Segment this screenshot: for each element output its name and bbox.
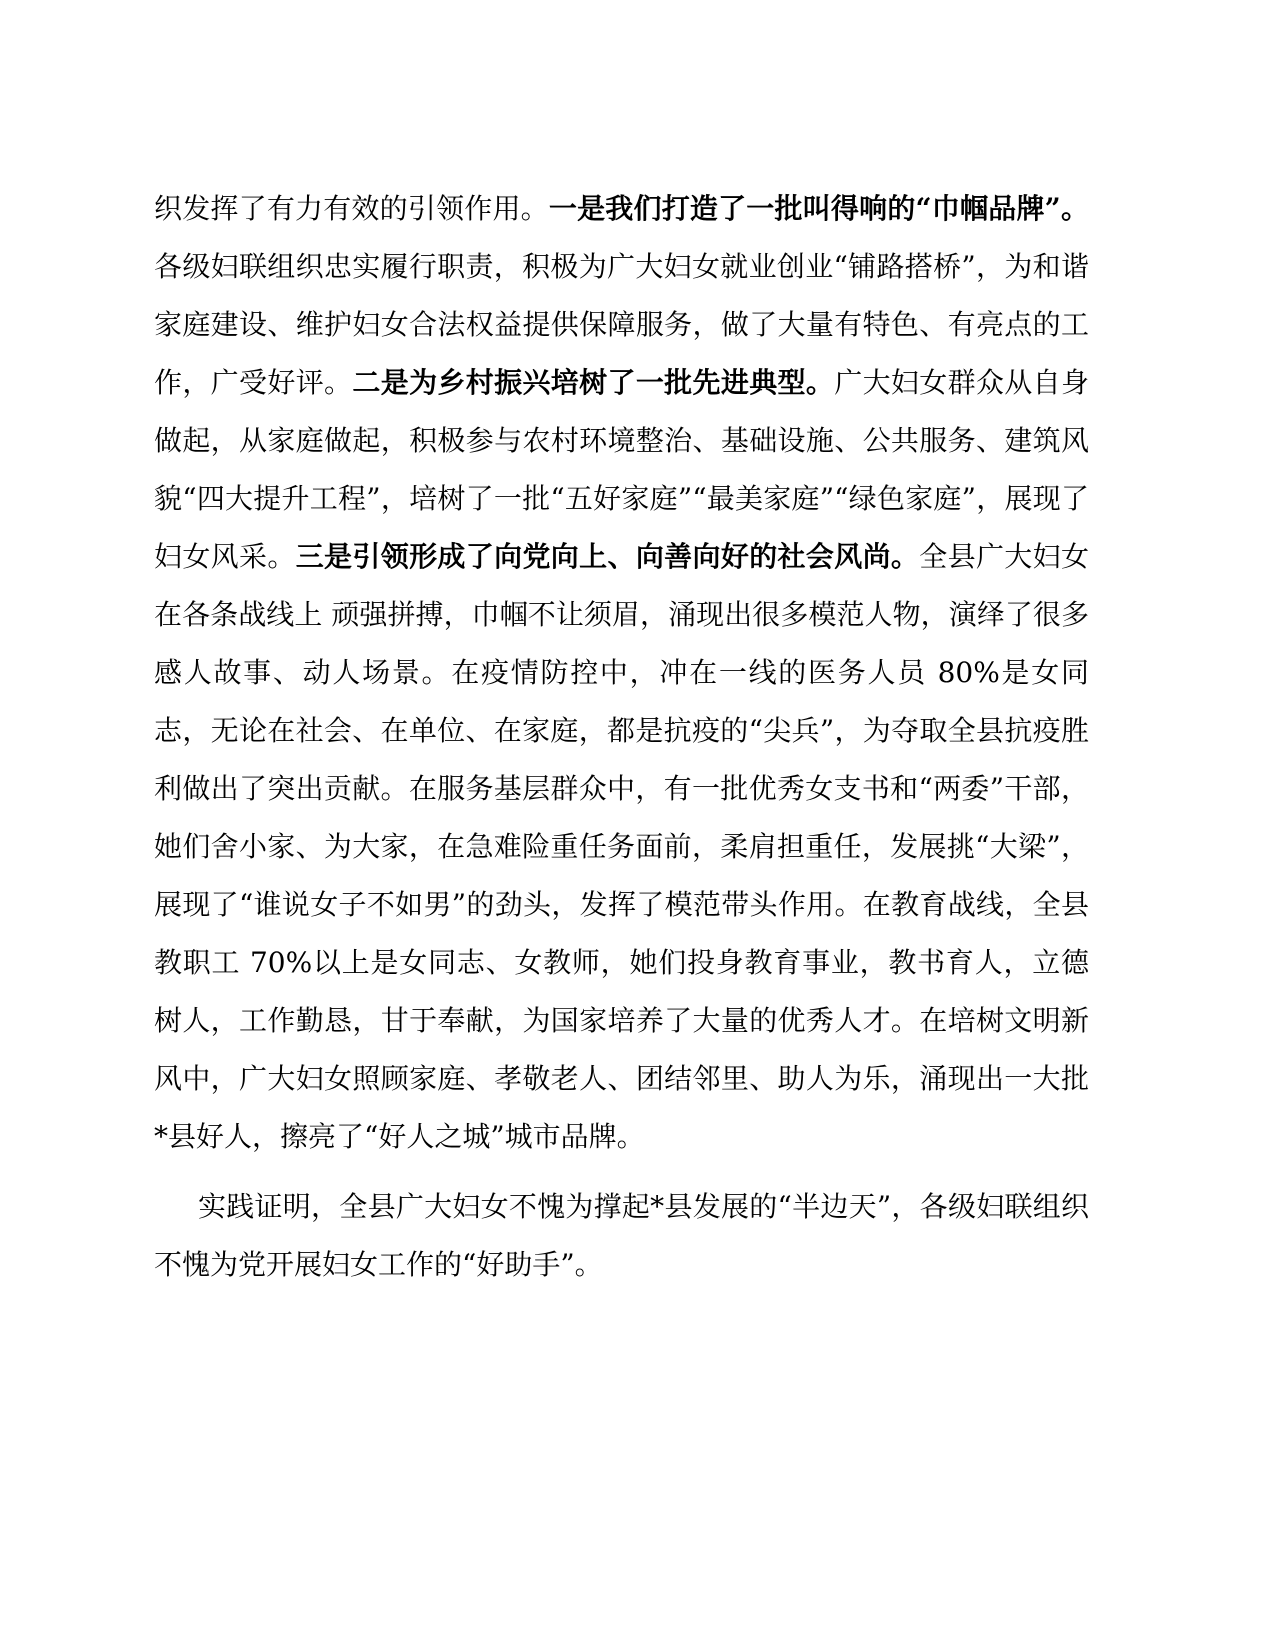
paragraph-achievements bbox=[154, 180, 1089, 1166]
point-three-text: 全县广大妇女在各条战线上 顽强拼搏，巾帼不让须眉，涌现出很多模范人物，演绎了很多感人故事、动人场景。在疫情防控中，冲在一线的医务人员 80%是女同志，无论在社会、在单位、在家庭，都是抗疫的“尖兵”，为夺取全县抗疫胜利做出了突出贡献。在服务基层群众中，有一批优秀女支书和“两委”干部，她们舍小家、为大家，在急难险重任务面前，柔肩担重任，发展挑“大梁”，展现了“谁说女子不如男”的劲头，发挥了模范带头作用。在教育战线，全县教职工 70%以上是女同志、女教师，她们投身教育事业，教书育人，立德树人，工作勤恳，甘于奉献，为国家培养了大量的优秀人才。在培树文明新风中，广大妇女照顾家庭、孝敬老人、团结邻里、助人为乐，涌现出一大批*县好人，擦亮了“好人之城”城市品牌。 bbox=[154, 540, 1089, 1153]
point-two-text: 广大妇女群众从自身做起，从家庭做起，积极参与农村环境整治、基础设施、公共服务、建筑风貌“四大提升工程”，培树了一批“五好家庭”“最美家庭”“绿色家庭”，展现了妇女风采。 bbox=[154, 366, 1089, 573]
paragraph-conclusion bbox=[154, 1178, 1089, 1294]
document-body bbox=[154, 180, 1089, 1294]
conclusion-text: 实践证明，全县广大妇女不愧为撑起*县发展的“半边天”，各级妇联组织不愧为党开展妇女工作的“好助手”。 bbox=[154, 1190, 1089, 1281]
intro-text: 织发挥了有力有效的引领作用。 bbox=[154, 192, 549, 225]
point-two-heading: 二是为乡村振兴培树了一批先进典型。 bbox=[352, 366, 835, 399]
point-one-text: 各级妇联组织忠实履行职责，积极为广大妇女就业创业“铺路搭桥”，为和谐家庭建设、维护妇女合法权益提供保障服务，做了大量有特色、有亮点的工作，广受好评。 bbox=[154, 250, 1089, 399]
point-three-heading: 三是引领形成了向党向上、向善向好的社会风尚。 bbox=[295, 540, 920, 573]
point-one-heading: 一是我们打造了一批叫得响的“巾帼品牌”。 bbox=[548, 192, 1089, 225]
